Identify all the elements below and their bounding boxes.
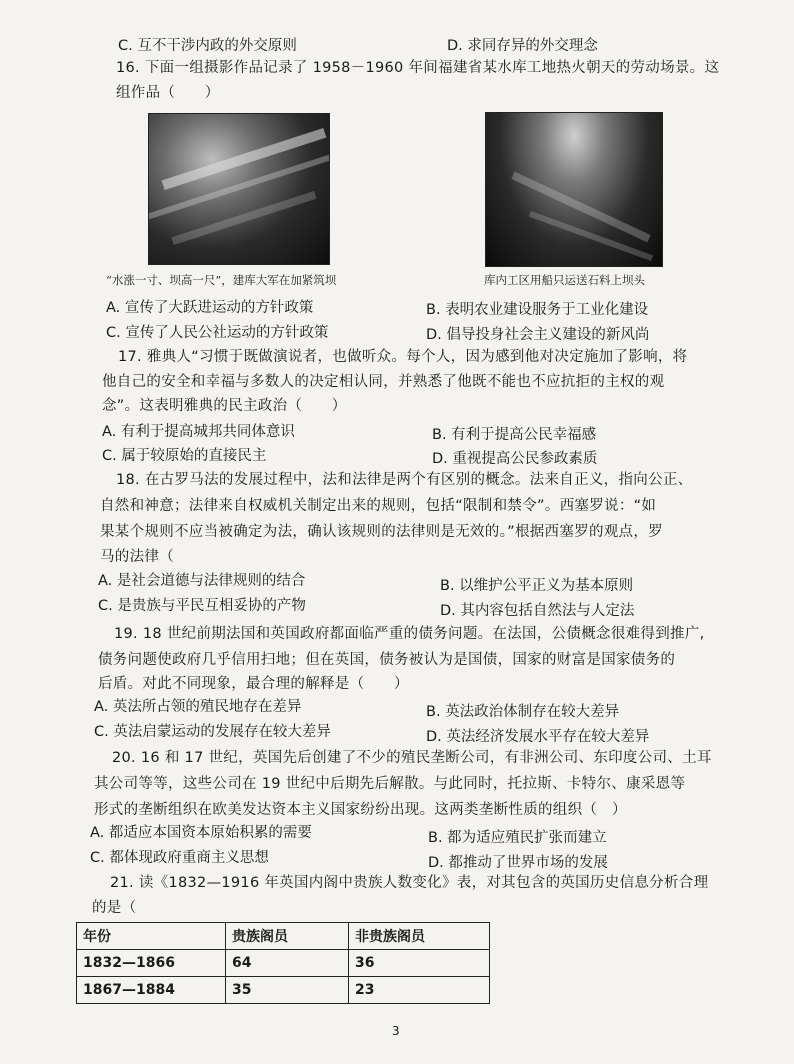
q16-stem-line2: 组作品（ ） (116, 85, 220, 101)
photo-boats-transport (485, 112, 663, 267)
caption-left: “水涨一寸、坝高一尺”，建库大军在加紧筑坝 (106, 273, 337, 287)
q19-option-d: D. 英法经济发展水平存在较大差异 (426, 729, 650, 745)
table-cell: 23 (349, 977, 490, 1004)
table-row (77, 950, 490, 977)
q16-option-c: C. 宣传了人民公社运动的方针政策 (106, 325, 329, 341)
q19-stem-line1: 19. 18 世纪前期法国和英国政府都面临严重的债务问题。在法国，公债概念很难得到推广, (114, 626, 705, 642)
cabinet-table (76, 922, 490, 1004)
q20-stem-line2: 其公司等等，这些公司在 19 世纪中后期先后解散。与此同时，托拉斯、卡特尔、康采恩等 (94, 776, 686, 792)
q17-stem-line2: 他自己的安全和幸福与多数人的决定相认同，并熟悉了他既不能也不应抗拒的主权的观 (102, 374, 665, 390)
table-cell: 35 (226, 977, 349, 1004)
q18-stem-line3: 果某个规则不应当被确定为法，确认该规则的法律则是无效的。”根据西塞罗的观点，罗 (100, 524, 663, 540)
q16-option-b: B. 表明农业建设服务于工业化建设 (426, 302, 649, 318)
table-header: 贵族阁员 (226, 923, 349, 950)
q17-stem-line3: 念”。这表明雅典的民主政治（ ） (102, 398, 347, 414)
table-row (77, 977, 490, 1004)
table-cell: 1867—1884 (77, 977, 226, 1004)
q18-stem-line2: 自然和神意；法律来自权威机关制定出来的规则，包括“限制和禁令”。西塞罗说：“如 (100, 498, 657, 514)
q18-option-b: B. 以维护公平正义为基本原则 (440, 578, 634, 594)
q19-option-a: A. 英法所占领的殖民地存在差异 (94, 699, 302, 715)
q16-option-a: A. 宣传了大跃进运动的方针政策 (106, 300, 314, 316)
photo-dam-construction (148, 113, 330, 265)
table-cell: 1832—1866 (77, 950, 226, 977)
table-header: 非贵族阁员 (349, 923, 490, 950)
q17-stem-line1: 17. 雅典人“习惯于既做演说者，也做听众。每个人，因为感到他对决定施加了影响，将 (118, 349, 688, 365)
q17-option-c: C. 属于较原始的直接民主 (102, 448, 267, 464)
q19-option-b: B. 英法政治体制存在较大差异 (426, 704, 620, 720)
q20-stem-line1: 20. 16 和 17 世纪，英国先后创建了不少的殖民垄断公司，有非洲公司、东印度公司、土耳 (112, 750, 712, 766)
page-number: 3 (392, 1024, 400, 1038)
table-header: 年份 (77, 923, 226, 950)
q16-stem-line1: 16. 下面一组摄影作品记录了 1958－1960 年间福建省某水库工地热火朝天的劳动场景。这 (116, 60, 720, 76)
q16-option-d: D. 倡导投身社会主义建设的新风尚 (426, 327, 650, 343)
caption-right: 库内工区用船只运送石料上坝头 (484, 273, 645, 287)
q18-option-d: D. 其内容包括自然法与人定法 (440, 603, 635, 619)
q21-stem-line2: 的是（ (92, 900, 137, 916)
q21-stem-line1: 21. 读《1832—1916 年英国内阁中贵族人数变化》表，对其包含的英国历史信息分析合理 (110, 875, 709, 891)
q20-option-b: B. 都为适应殖民扩张而建立 (428, 830, 607, 846)
q17-option-d: D. 重视提高公民参政素质 (432, 451, 598, 467)
option-d-prev: D. 求同存异的外交理念 (447, 38, 598, 54)
q19-option-c: C. 英法启蒙运动的发展存在较大差异 (94, 724, 331, 740)
q17-option-b: B. 有利于提高公民幸福感 (432, 427, 597, 443)
table-cell: 64 (226, 950, 349, 977)
q20-stem-line3: 形式的垄断组织在欧美发达资本主义国家纷纷出现。这两类垄断性质的组织（ ） (94, 802, 627, 818)
q19-stem-line2: 债务问题使政府几乎信用扫地；但在英国，债务被认为是国债，国家的财富是国家债务的 (98, 652, 676, 668)
q17-option-a: A. 有利于提高城邦共同体意识 (102, 424, 295, 440)
table-header-row (77, 923, 490, 950)
table-cell: 36 (349, 950, 490, 977)
q18-option-a: A. 是社会道德与法律规则的结合 (98, 573, 306, 589)
q18-stem-line1: 18. 在古罗马法的发展过程中，法和法律是两个有区别的概念。法来自正义，指向公正、 (116, 472, 693, 488)
option-c-prev: C. 互不干涉内政的外交原则 (118, 38, 297, 54)
q19-stem-line3: 后盾。对此不同现象，最合理的解释是（ ） (98, 676, 409, 692)
q18-option-c: C. 是贵族与平民互相妥协的产物 (98, 598, 306, 614)
q20-option-d: D. 都推动了世界市场的发展 (428, 855, 608, 871)
q18-stem-line4: 马的法律（ (100, 549, 174, 565)
q20-option-c: C. 都体现政府重商主义思想 (90, 850, 269, 866)
q20-option-a: A. 都适应本国资本原始积累的需要 (90, 825, 312, 841)
